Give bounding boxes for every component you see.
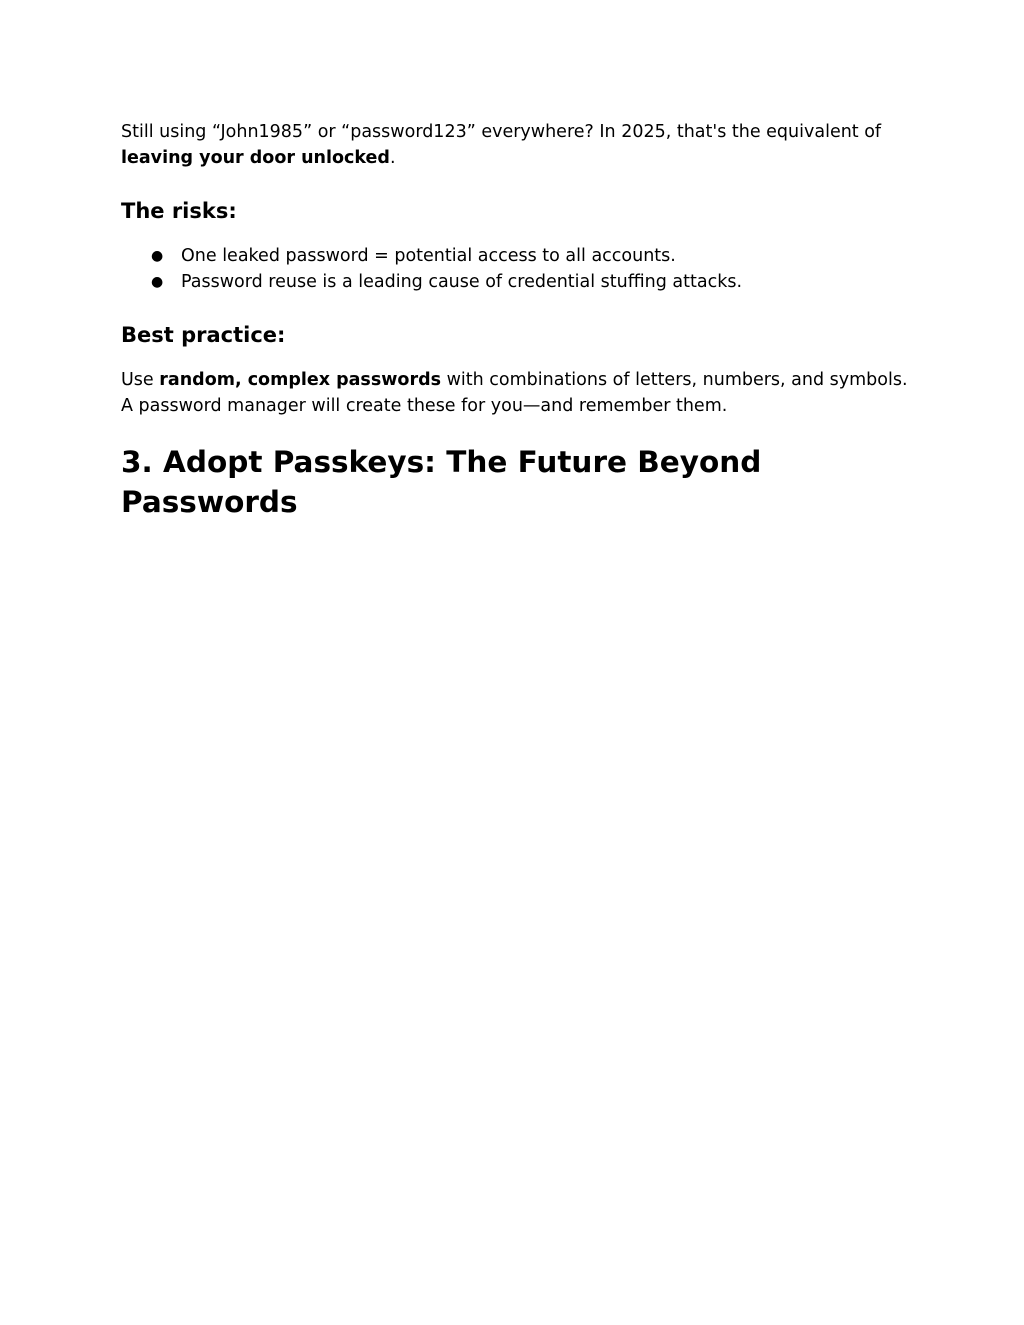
risks-heading: The risks: bbox=[121, 199, 237, 223]
best-practice-bold-text: random, complex passwords bbox=[159, 370, 442, 390]
best-practice-paragraph bbox=[121, 367, 921, 419]
best-practice-text: Use bbox=[121, 370, 160, 390]
risks-list bbox=[121, 243, 921, 295]
list-item bbox=[121, 243, 921, 269]
best-practice-heading: Best practice: bbox=[121, 323, 286, 347]
bullet-icon: ● bbox=[151, 248, 164, 264]
intro-text-end: . bbox=[389, 148, 396, 168]
intro-paragraph bbox=[121, 119, 921, 171]
list-item bbox=[121, 269, 921, 295]
list-item-text: Password reuse is a leading cause of credential stuffing attacks. bbox=[181, 272, 743, 292]
document-page bbox=[121, 119, 921, 522]
intro-text: Still using “John1985” or “password123” everywhere? In 2025, that's the equivalent of bbox=[121, 122, 882, 142]
intro-bold-text: leaving your door unlocked bbox=[121, 148, 390, 168]
best-practice-text-end: with combinations of letters, numbers, and symbols. A password manager will create these for you—and remember them. bbox=[121, 370, 908, 416]
section-heading: 3. Adopt Passkeys: The Future Beyond Passwords bbox=[121, 445, 762, 519]
list-item-text: One leaked password = potential access to all accounts. bbox=[181, 246, 676, 266]
bullet-icon: ● bbox=[151, 274, 164, 290]
